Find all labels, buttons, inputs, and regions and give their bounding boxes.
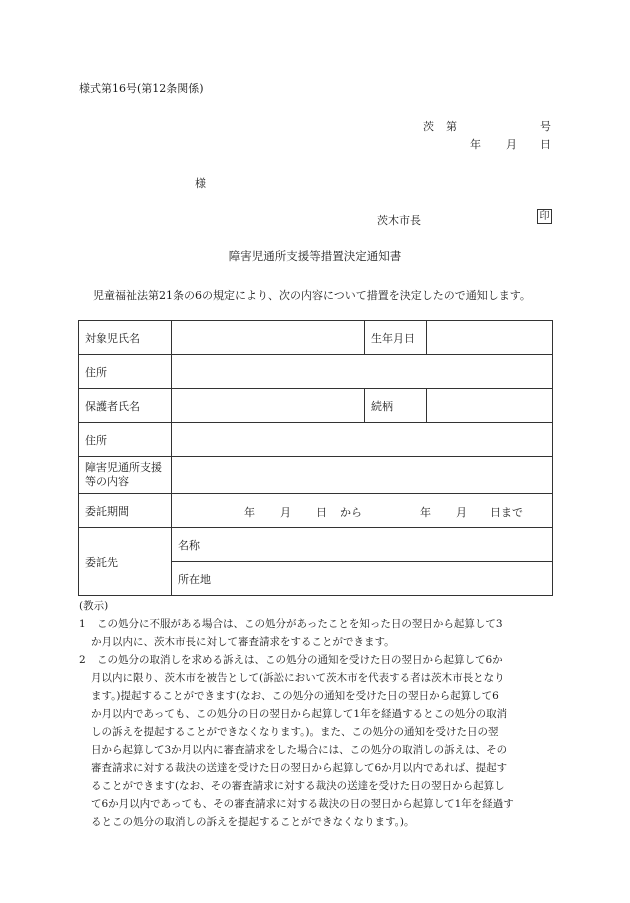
child-name-field[interactable] — [172, 321, 365, 355]
period-day-1: 日 — [316, 506, 327, 519]
doc-number-suffix: 号 — [540, 120, 551, 133]
doc-number-mid: 第 — [446, 120, 457, 133]
contractor-name-label: 名称 — [178, 538, 200, 552]
table-row — [79, 321, 553, 355]
birth-date-field[interactable] — [427, 321, 553, 355]
contractor-location-label: 所在地 — [178, 572, 211, 586]
contractor-location-field[interactable] — [172, 562, 553, 596]
table-row — [79, 389, 553, 423]
form-number: 様式第16号(第12条関係) — [79, 82, 204, 95]
relationship-field[interactable] — [427, 389, 553, 423]
service-content-label-line1: 障害児通所支援 — [85, 461, 162, 474]
issuer-name: 茨木市長 — [377, 214, 421, 227]
instruction-2-line-4: か月以内であっても、この処分の日の翌日から起算して1年を経過するとこの処分の取消 — [91, 708, 508, 720]
service-content-field[interactable] — [172, 457, 553, 494]
period-from: から — [340, 506, 362, 519]
table-row — [79, 457, 553, 494]
birth-date-label: 生年月日 — [365, 321, 427, 355]
address-field[interactable] — [172, 355, 553, 389]
instruction-2-line-9: て6か月以内であっても、その審査請求に対する裁決の日の翌日から起算して1年を経過す — [91, 798, 514, 810]
guardian-address-label: 住所 — [79, 423, 172, 457]
seal-mark: 印 — [537, 209, 552, 224]
period-year-1: 年 — [244, 506, 255, 519]
child-name-label: 対象児氏名 — [79, 321, 172, 355]
instruction-text: この処分に不服がある場合は、この処分があったことを知った日の翌日から起算して3 — [97, 618, 503, 630]
instruction-2-line-1 — [79, 651, 554, 669]
date-year: 年 — [470, 138, 481, 151]
instruction-1-number: 1 — [79, 618, 86, 630]
instructions-heading: (教示) — [79, 600, 109, 612]
doc-number-prefix: 茨 — [423, 120, 434, 133]
document-title: 障害児通所支援等措置決定通知書 — [228, 249, 402, 263]
period-field[interactable] — [172, 494, 553, 528]
table-row — [79, 528, 553, 562]
instruction-2-line-3: ます。)提起することができます(なお、この処分の通知を受けた日の翌日から起算して6 — [91, 690, 499, 702]
address-label: 住所 — [79, 355, 172, 389]
instruction-2-line-2: 月以内に限り、茨木市を被告として(訴訟において茨木市を代表する者は茨木市長となり — [91, 672, 505, 684]
date-month: 月 — [506, 138, 517, 151]
intro-text: 児童福祉法第21条の6の規定により、次の内容について措置を決定したので通知します。 — [93, 289, 531, 302]
addressee-suffix: 様 — [195, 177, 206, 190]
instruction-2-line-5: しの訴えを提起することができなくなります。)。また、この処分の通知を受けた日の翌 — [91, 726, 499, 738]
service-content-label-line2: 等の内容 — [85, 475, 129, 488]
contractor-name-field[interactable] — [172, 528, 553, 562]
instruction-2-line-10: るとこの処分の取消しの訴えを提起することができなくなります。)。 — [91, 816, 415, 828]
period-label: 委託期間 — [79, 494, 172, 528]
notice-form — [78, 320, 553, 596]
period-month-2: 月 — [456, 506, 467, 519]
date-day: 日 — [540, 138, 551, 151]
instruction-2-line-8: ることができます(なお、その審査請求に対する裁決の送達を受けた日の翌日から起算し — [91, 780, 505, 792]
instructions — [79, 597, 554, 831]
instruction-2-line-6: 日から起算して3か月以内に審査請求をした場合には、この処分の取消しの訴えは、その — [91, 744, 508, 756]
service-content-label — [79, 457, 172, 494]
table-row — [79, 355, 553, 389]
contractor-label: 委託先 — [79, 528, 172, 596]
table-row — [79, 494, 553, 528]
table-row — [79, 423, 553, 457]
instruction-1-line-2: か月以内に、茨木市長に対して審査請求をすることができます。 — [91, 636, 395, 648]
instruction-text: この処分の取消しを求める訴えは、この処分の通知を受けた日の翌日から起算して6か — [97, 654, 503, 666]
guardian-address-field[interactable] — [172, 423, 553, 457]
instruction-1-line-1 — [79, 615, 554, 633]
period-month-1: 月 — [280, 506, 291, 519]
period-year-2: 年 — [420, 506, 431, 519]
guardian-name-label: 保護者氏名 — [79, 389, 172, 423]
instruction-2-line-7: 審査請求に対する裁決の送達を受けた日の翌日から起算して6か月以内であれば、提起す — [91, 762, 508, 774]
guardian-name-field[interactable] — [172, 389, 365, 423]
period-until: 日まで — [490, 506, 523, 519]
instruction-2-number: 2 — [79, 654, 86, 666]
relationship-label: 続柄 — [365, 389, 427, 423]
